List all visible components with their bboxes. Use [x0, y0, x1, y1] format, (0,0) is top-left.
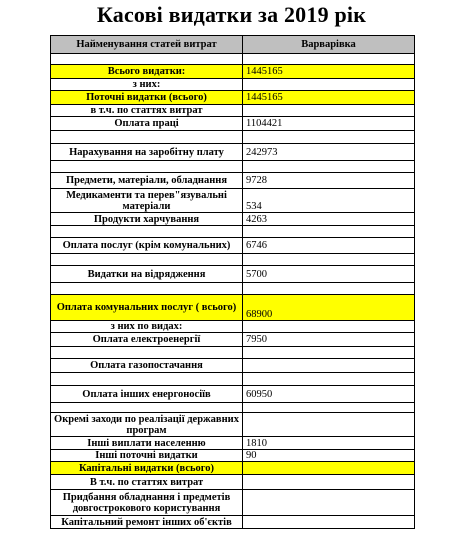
row-value [243, 516, 415, 529]
table-row [51, 105, 415, 117]
table-row [51, 254, 415, 266]
table-row [51, 131, 415, 144]
table-row [51, 226, 415, 238]
table-row [51, 54, 415, 65]
table-row [51, 516, 415, 529]
row-label: Оплата комунальних послуг ( всього) [51, 295, 243, 321]
row-value: 7950 [243, 333, 415, 347]
row-label: Видатки на відрядження [51, 266, 243, 283]
table-row [51, 475, 415, 490]
table-row [51, 144, 415, 161]
row-value [243, 359, 415, 373]
table-row [51, 283, 415, 295]
row-label: Інші поточні видатки [51, 450, 243, 462]
table-row [51, 173, 415, 189]
row-label: Оплата послуг (крім комунальних) [51, 238, 243, 254]
row-value [243, 490, 415, 516]
table-row [51, 490, 415, 516]
header-row [51, 36, 415, 54]
row-label [51, 54, 243, 65]
table-row [51, 373, 415, 386]
row-label: Капітальний ремонт інших об'єктів [51, 516, 243, 529]
row-value: 6746 [243, 238, 415, 254]
row-value: 90 [243, 450, 415, 462]
row-value: 1810 [243, 437, 415, 450]
table-row [51, 238, 415, 254]
table-row [51, 403, 415, 413]
row-label: Оплата праці [51, 117, 243, 131]
table-row [51, 295, 415, 321]
row-value [243, 79, 415, 91]
table-row [51, 359, 415, 373]
table-row [51, 437, 415, 450]
row-value [243, 283, 415, 295]
row-label: Поточні видатки (всього) [51, 91, 243, 105]
page-title: Касові видатки за 2019 рік [96, 2, 367, 27]
row-label: Окремі заходи по реалізації державних програм [51, 413, 243, 437]
row-label [51, 161, 243, 173]
row-label [51, 373, 243, 386]
row-label: В т.ч. по статтях витрат [51, 475, 243, 490]
row-value [243, 105, 415, 117]
row-value: 1445165 [243, 91, 415, 105]
table-row [51, 386, 415, 403]
row-label [51, 226, 243, 238]
table-row [51, 450, 415, 462]
row-value [243, 254, 415, 266]
row-label [51, 347, 243, 359]
row-value: 68900 [243, 295, 415, 321]
table-row [51, 462, 415, 475]
row-value [243, 131, 415, 144]
row-value: 5700 [243, 266, 415, 283]
row-label [51, 283, 243, 295]
row-label: Нарахування на заробітну плату [51, 144, 243, 161]
table-row [51, 65, 415, 79]
row-label: Продукти харчування [51, 213, 243, 226]
row-label: Інші виплати населенню [51, 437, 243, 450]
row-label: Оплата електроенергії [51, 333, 243, 347]
row-value [243, 54, 415, 65]
row-value [243, 161, 415, 173]
row-value [243, 347, 415, 359]
table-row [51, 321, 415, 333]
row-value [243, 475, 415, 490]
row-label: Оплата газопостачання [51, 359, 243, 373]
row-label: Оплата інших енергоносіїв [51, 386, 243, 403]
table-row [51, 161, 415, 173]
table-row [51, 189, 415, 213]
row-label: Придбання обладнання і предметів довгострокового користування [51, 490, 243, 516]
row-value: 1104421 [243, 117, 415, 131]
table-row [51, 91, 415, 105]
table-row [51, 333, 415, 347]
row-label: Всього видатки: [51, 65, 243, 79]
table-row [51, 79, 415, 91]
table-row [51, 347, 415, 359]
expenses-table [50, 35, 415, 529]
row-value [243, 462, 415, 475]
row-value [243, 413, 415, 437]
table-row [51, 213, 415, 226]
row-value: 60950 [243, 386, 415, 403]
row-label: Предмети, матеріали, обладнання [51, 173, 243, 189]
row-label: з них: [51, 79, 243, 91]
row-label [51, 131, 243, 144]
row-label [51, 403, 243, 413]
row-value [243, 373, 415, 386]
row-value [243, 321, 415, 333]
row-label: Капітальні видатки (всього) [51, 462, 243, 475]
row-value: 242973 [243, 144, 415, 161]
row-label: в т.ч. по статтях витрат [51, 105, 243, 117]
row-value: 4263 [243, 213, 415, 226]
table-row [51, 117, 415, 131]
row-value [243, 226, 415, 238]
table-row [51, 266, 415, 283]
row-label: з них по видах: [51, 321, 243, 333]
row-value [243, 403, 415, 413]
header-value-cell: Варварівка [243, 36, 415, 54]
row-label [51, 254, 243, 266]
row-label: Медикаменти та перев"язувальні матеріали [51, 189, 243, 213]
row-value: 9728 [243, 173, 415, 189]
row-value: 1445165 [243, 65, 415, 79]
row-value: 534 [243, 189, 415, 213]
table-row [51, 413, 415, 437]
header-label-cell: Найменування статей витрат [51, 36, 243, 54]
